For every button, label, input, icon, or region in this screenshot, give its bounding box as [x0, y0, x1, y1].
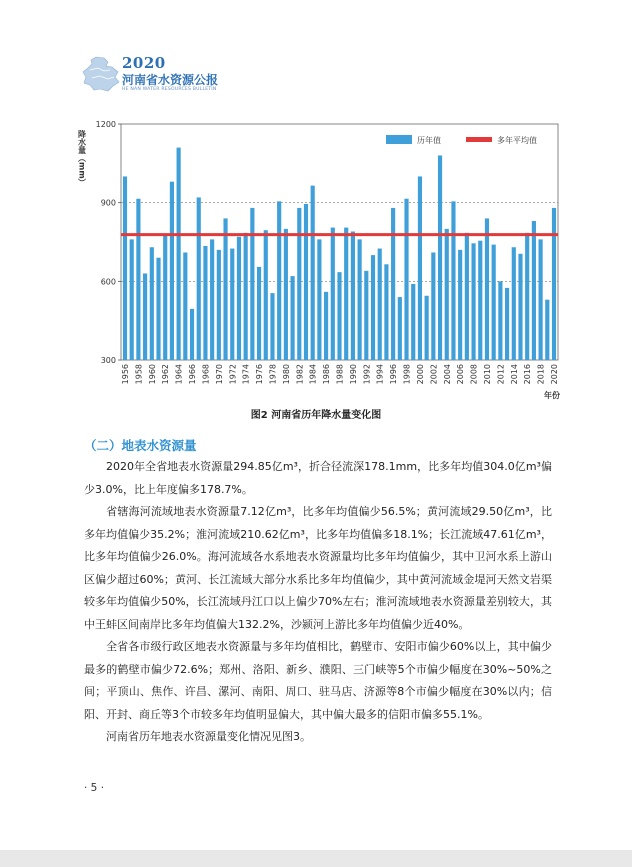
chart-bar — [143, 273, 147, 360]
chart-bar — [364, 271, 368, 360]
x-tick-label: 1968 — [201, 364, 211, 385]
x-tick-label: 1964 — [174, 364, 184, 385]
chart-bar — [244, 233, 248, 360]
chart-bar — [163, 235, 167, 360]
chart-bar — [344, 228, 348, 360]
x-tick-label: 2000 — [415, 364, 425, 385]
x-tick-label: 1990 — [348, 364, 358, 385]
chart-bar — [358, 239, 362, 360]
chart-bar — [505, 288, 509, 360]
x-tick-label: 2004 — [442, 364, 452, 385]
page-bottom-band — [0, 850, 632, 867]
chart-bar — [525, 233, 529, 360]
paragraph-2 — [84, 501, 552, 636]
chart-bar — [337, 272, 341, 360]
chart-bar — [170, 182, 174, 360]
x-tick-label: 1982 — [295, 364, 305, 385]
chart-bar — [545, 300, 549, 360]
bulletin-subtitle: HE NAN WATER RESOURCES BULLETIN — [122, 87, 217, 92]
y-tick-label: 900 — [100, 198, 116, 208]
x-tick-label: 1992 — [362, 364, 372, 385]
chart-bar — [190, 309, 194, 360]
chart-bar — [250, 208, 254, 360]
bulletin-year: 2020 — [122, 54, 166, 72]
x-tick-label: 2018 — [536, 364, 546, 385]
x-tick-label: 2020 — [550, 364, 559, 385]
chart-bar — [197, 197, 201, 360]
chart-bar — [478, 241, 482, 360]
y-tick-label: 1200 — [95, 120, 116, 129]
chart-bar — [351, 232, 355, 360]
chart-bar — [404, 199, 408, 360]
section-title: （二）地表水资源量 — [84, 438, 197, 453]
chart-bar — [324, 292, 328, 360]
paragraph-4 — [84, 726, 552, 749]
chart-bar — [411, 284, 415, 360]
x-tick-label: 1958 — [134, 364, 144, 385]
precipitation-chart — [74, 114, 564, 404]
chart-bar — [284, 229, 288, 360]
chart-bar — [130, 239, 134, 360]
chart-bar — [264, 230, 268, 360]
chart-bar — [371, 255, 375, 360]
bulletin-title: 河南省水资源公报 — [122, 73, 219, 87]
chart-bar — [445, 229, 449, 360]
chart-bar — [431, 252, 435, 360]
x-tick-label: 1962 — [161, 364, 171, 385]
paragraph-4-text: 河南省历年地表水资源量变化情况见图3。 — [106, 730, 311, 743]
chart-bar — [230, 249, 234, 360]
x-tick-label: 1998 — [402, 364, 412, 385]
bulletin-header — [82, 52, 242, 102]
chart-bar — [203, 246, 207, 360]
x-tick-label: 2002 — [429, 364, 439, 385]
x-tick-label: 1976 — [255, 364, 265, 385]
x-tick-label: 1970 — [214, 364, 224, 385]
chart-bar — [291, 276, 295, 360]
paragraph-2-text: 省辖海河流域地表水资源量7.12亿m³，比多年均值偏少56.5%；黄河流域29.50亿m³，比多年均值偏少35.2%；淮河流域210.62亿m³，比多年均值偏多18.1%；长江流域47.61亿m³，比多年均值偏少26.0%。海河流域各水系地表水资源量均比多年均值偏少，其中卫河水系上游山区偏少超过60%；黄河、长江流域大部分水系比多年均值偏少，其中黄河流域金堤河天然文岩渠较多年均值偏少50%，长江流域丹江口以上偏少70%左右；淮河流域地表水资源量差别较大，其中王蚌区间南岸比多年均值偏大132.2%，沙颍河上游比多年均值偏少近40%。 — [84, 505, 552, 631]
chart-bar — [331, 228, 335, 360]
x-tick-label: 1960 — [147, 364, 157, 385]
chart-bar — [183, 252, 187, 360]
chart-bar — [223, 218, 227, 360]
chart-bar — [492, 245, 496, 360]
x-tick-label: 1986 — [322, 364, 332, 385]
x-tick-label: 1996 — [389, 364, 399, 385]
chart-bar — [532, 221, 536, 360]
chart-bar — [270, 293, 274, 360]
x-tick-label: 1978 — [268, 364, 278, 385]
chart-bar — [458, 250, 462, 360]
x-tick-label: 1980 — [281, 364, 291, 385]
x-tick-label: 1966 — [188, 364, 198, 385]
paragraph-3 — [84, 636, 552, 726]
figure-caption: 图2 河南省历年降水量变化图 — [250, 410, 382, 421]
x-tick-label: 1974 — [241, 364, 251, 385]
chart-bar — [498, 281, 502, 360]
precipitation-chart-svg — [74, 114, 564, 404]
y-axis-label: 降水量（mm） — [77, 130, 87, 187]
chart-bar — [384, 264, 388, 360]
y-tick-label: 300 — [100, 356, 116, 365]
legend-label-annual: 历年值 — [417, 136, 441, 145]
chart-bar — [465, 233, 469, 360]
x-tick-label: 2010 — [482, 364, 492, 385]
chart-bar — [150, 247, 154, 360]
chart-bar — [304, 204, 308, 360]
x-tick-label: 1956 — [121, 364, 130, 385]
chart-bar — [451, 201, 455, 360]
x-tick-label: 1972 — [228, 364, 238, 385]
chart-bar — [257, 267, 261, 360]
chart-bar — [391, 208, 395, 360]
x-tick-label: 2006 — [456, 364, 466, 385]
chart-bar — [177, 148, 181, 360]
chart-bar — [210, 239, 214, 360]
chart-bar — [471, 243, 475, 360]
chart-bar — [311, 186, 315, 360]
chart-bar — [425, 296, 429, 360]
x-tick-label: 2012 — [496, 364, 506, 385]
chart-bar — [237, 237, 241, 360]
chart-bar — [136, 199, 140, 360]
paragraph-3-text: 全省各市级行政区地表水资源量与多年均值相比，鹤壁市、安阳市偏少60%以上，其中偏少最多的鹤壁市偏少72.6%；郑州、洛阳、新乡、濮阳、三门峡等5个市偏少幅度在30%~50%之间；平顶山、焦作、许昌、漯河、南阳、周口、驻马店、济源等8个市偏少幅度在30%以内；信阳、开封、商丘等3个市较多年均值明显偏大，其中偏大最多的信阳市偏多55.1%。 — [84, 640, 552, 721]
chart-bar — [552, 208, 556, 360]
x-tick-label: 2014 — [509, 364, 519, 385]
chart-bar — [297, 208, 301, 360]
x-tick-label: 2008 — [469, 364, 479, 385]
paragraph-1-text: 2020年全省地表水资源量294.85亿m³，折合径流深178.1mm，比多年均值304.0亿m³偏少3.0%，比上年度偏多178.7%。 — [84, 460, 552, 496]
chart-bar — [398, 297, 402, 360]
henan-map-icon — [82, 56, 120, 92]
chart-bar — [539, 239, 543, 360]
chart-bar — [156, 258, 160, 360]
page-number: · 5 · — [84, 782, 105, 794]
chart-bar — [418, 176, 422, 360]
x-tick-label: 1984 — [308, 364, 318, 385]
chart-bar — [378, 249, 382, 360]
chart-bar — [485, 218, 489, 360]
chart-bar — [438, 155, 442, 360]
legend-swatch-annual — [386, 135, 412, 144]
legend-label-mean: 多年平均值 — [497, 136, 537, 145]
chart-bar — [512, 247, 516, 360]
paragraph-1 — [84, 456, 552, 501]
chart-bar — [217, 250, 221, 360]
x-axis-label: 年份 — [544, 391, 560, 400]
chart-bar — [317, 239, 321, 360]
chart-bar — [123, 176, 127, 360]
chart-bar — [518, 254, 522, 360]
x-tick-label: 1994 — [375, 364, 385, 385]
legend-swatch-mean — [466, 137, 492, 142]
y-tick-label: 600 — [100, 277, 116, 287]
x-tick-label: 1988 — [335, 364, 345, 385]
chart-bar — [277, 201, 281, 360]
x-tick-label: 2016 — [523, 364, 533, 385]
